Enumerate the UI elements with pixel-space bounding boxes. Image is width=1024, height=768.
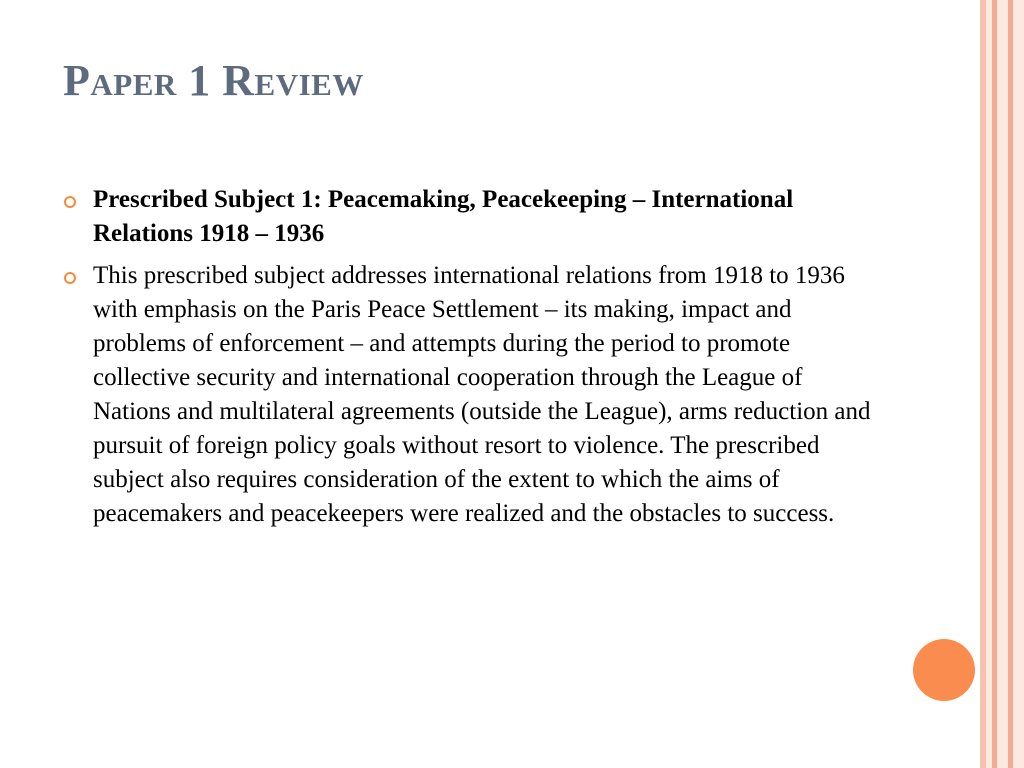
circle-bullet-icon bbox=[64, 196, 76, 208]
decorative-stripe bbox=[997, 0, 1008, 768]
bullet-list bbox=[64, 183, 884, 539]
decorative-circle bbox=[913, 639, 975, 701]
bullet-item-description bbox=[64, 259, 884, 531]
slide-title: Paper 1 Review bbox=[63, 56, 364, 105]
decorative-stripe bbox=[1013, 0, 1024, 768]
bullet-text: This prescribed subject addresses international relations from 1918 to 1936 with emphasis on the Paris Peace Settlement – its making, impact and problems of enforcement – and attempts during the period to promote collective security and international cooperation through the League of Nations and multilateral agreements (outside the League), arms reduction and pursuit of foreign policy goals without resort to violence. The prescribed subject also requires consideration of the extent to which the aims of peacemakers and peacekeepers were realized and the obstacles to success. bbox=[93, 262, 871, 527]
circle-bullet-icon bbox=[64, 272, 76, 284]
bullet-text: Prescribed Subject 1: Peacemaking, Peacekeeping – International Relations 1918 – 1936 bbox=[93, 186, 794, 247]
bullet-item-subject bbox=[64, 183, 884, 251]
